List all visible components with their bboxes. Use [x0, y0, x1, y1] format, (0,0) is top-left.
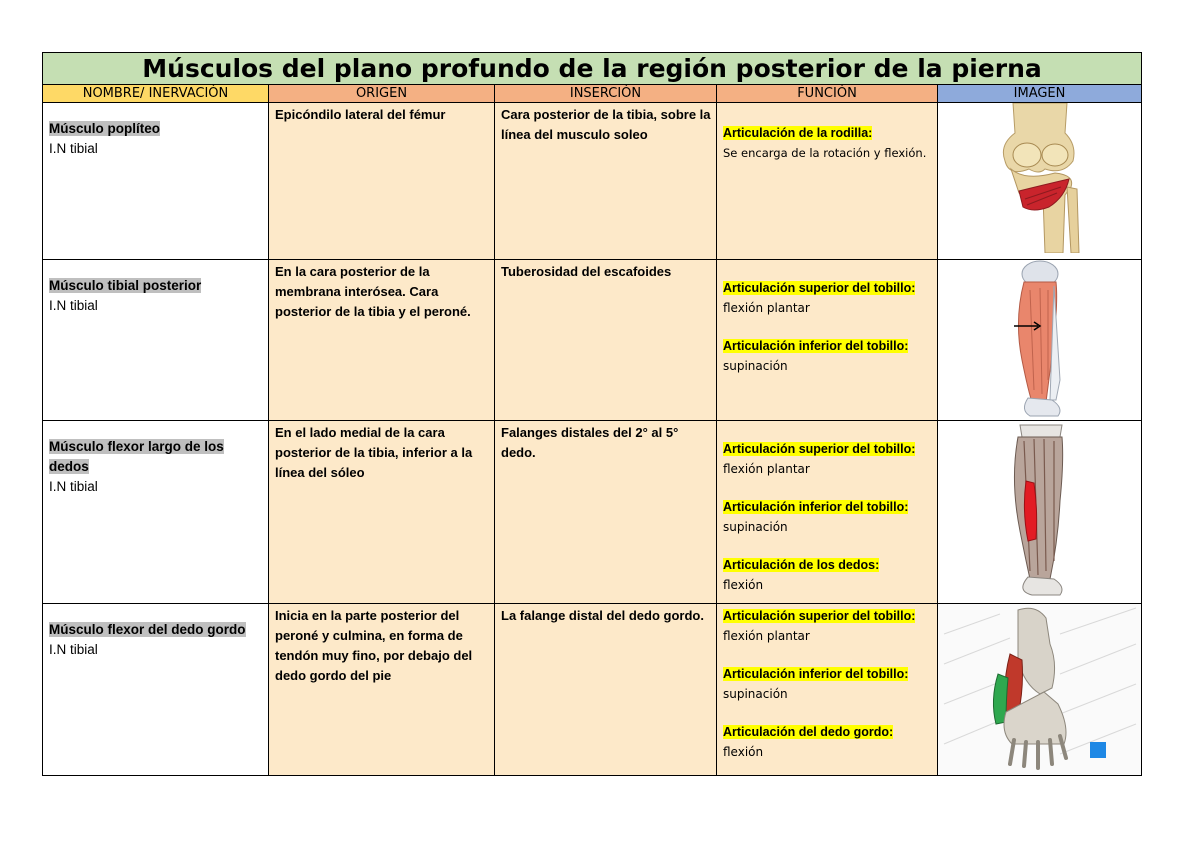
function-text: Se encarga de la rotación y flexión. — [723, 146, 927, 160]
name-cell — [43, 604, 269, 776]
insertion-cell: Tuberosidad del escafoides — [495, 260, 717, 421]
nerve-label: I.N tibial — [49, 642, 98, 657]
origin-cell: Inicia en la parte posterior del peroné y culmina, en forma de tendón muy fino, por debajo del dedo gordo del pie — [269, 604, 495, 776]
insertion-cell: Cara posterior de la tibia, sobre la línea del musculo soleo — [495, 103, 717, 260]
name-cell — [43, 260, 269, 421]
knee-anatomy-image — [985, 103, 1095, 253]
function-heading: Articulación inferior del tobillo: — [723, 339, 909, 353]
insertion-cell: Falanges distales del 2° al 5° dedo. — [495, 421, 717, 604]
function-text: flexión — [723, 578, 764, 592]
function-heading: Articulación superior del tobillo: — [723, 281, 916, 295]
function-heading: Articulación superior del tobillo: — [723, 442, 916, 456]
table-row — [43, 421, 1142, 604]
leg-muscle-image — [1000, 260, 1080, 418]
function-heading: Articulación inferior del tobillo: — [723, 667, 909, 681]
insertion-cell: La falange distal del dedo gordo. — [495, 604, 717, 776]
muscles-table — [42, 52, 1142, 776]
function-text: flexión plantar — [723, 462, 810, 476]
header-origen: ORIGEN — [269, 85, 495, 103]
name-cell — [43, 421, 269, 604]
function-heading: Articulación de los dedos: — [723, 558, 880, 572]
image-cell — [938, 421, 1142, 604]
origin-cell: En el lado medial de la cara posterior de la tibia, inferior a la línea del sóleo — [269, 421, 495, 604]
header-funcion: FUNCIÓN — [717, 85, 938, 103]
table-row — [43, 103, 1142, 260]
header-insercion: INSERCIÓN — [495, 85, 717, 103]
image-cell — [938, 604, 1142, 776]
origin-cell: Epicóndilo lateral del fémur — [269, 103, 495, 260]
function-heading: Articulación de la rodilla: — [723, 126, 873, 140]
function-text: flexión — [723, 745, 764, 759]
header-imagen: IMAGEN — [938, 85, 1142, 103]
muscle-name: Músculo tibial posterior — [49, 278, 202, 293]
function-cell — [717, 260, 938, 421]
image-cell — [938, 260, 1142, 421]
muscle-name: Músculo flexor largo de los dedos — [49, 439, 224, 474]
function-heading: Articulación superior del tobillo: — [723, 609, 916, 623]
muscle-name: Músculo flexor del dedo gordo — [49, 622, 246, 637]
foot-anatomy-image — [940, 604, 1140, 772]
table-title: Músculos del plano profundo de la región posterior de la pierna — [43, 53, 1142, 85]
function-text: flexión plantar — [723, 629, 810, 643]
nerve-label: I.N tibial — [49, 298, 98, 313]
function-text: flexión plantar — [723, 301, 810, 315]
leg-muscles-posterior-image — [1000, 421, 1080, 597]
name-cell — [43, 103, 269, 260]
nerve-label: I.N tibial — [49, 479, 98, 494]
function-heading: Articulación inferior del tobillo: — [723, 500, 909, 514]
function-text: supinación — [723, 520, 788, 534]
function-cell — [717, 103, 938, 260]
header-nombre: NOMBRE/ INERVACIÓN — [43, 85, 269, 103]
nerve-label: I.N tibial — [49, 141, 98, 156]
muscle-name: Músculo poplíteo — [49, 121, 160, 136]
image-cell — [938, 103, 1142, 260]
function-cell — [717, 604, 938, 776]
function-text: supinación — [723, 687, 788, 701]
origin-cell: En la cara posterior de la membrana interósea. Cara posterior de la tibia y el peroné. — [269, 260, 495, 421]
function-heading: Articulación del dedo gordo: — [723, 725, 894, 739]
function-text: supinación — [723, 359, 788, 373]
table-row — [43, 604, 1142, 776]
function-cell — [717, 421, 938, 604]
table-row — [43, 260, 1142, 421]
